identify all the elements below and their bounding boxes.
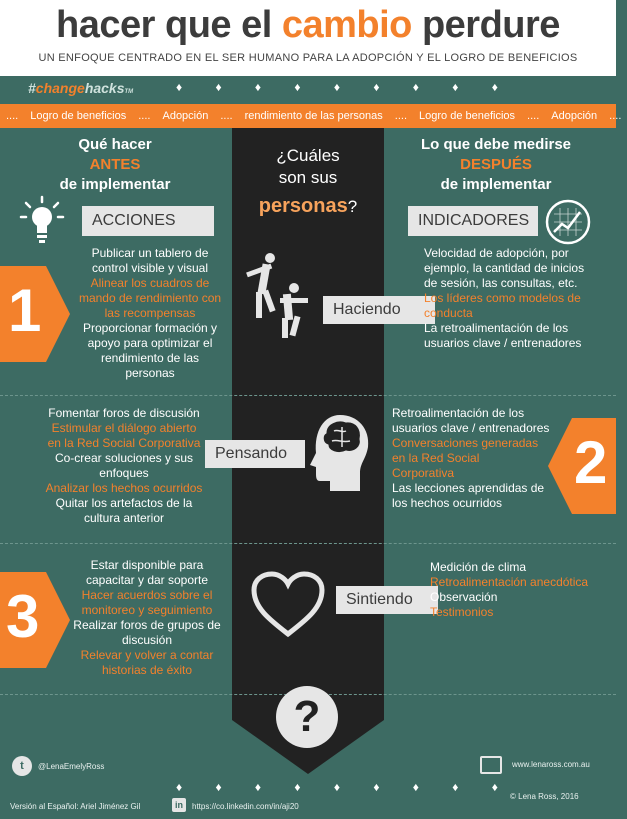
tag-sintiendo: Sintiendo xyxy=(336,586,438,614)
monitor-icon xyxy=(480,756,502,774)
spanish-version-credit: Versión al Español: Ariel Jiménez Gil xyxy=(10,802,141,811)
linkedin-link[interactable]: https://co.linkedin.com/in/aji20 xyxy=(192,802,299,811)
page-title: hacer que el cambio perdure xyxy=(56,4,560,46)
strip-item: Adopción xyxy=(551,110,598,122)
left-heading: Qué hacer ANTES de implementar xyxy=(59,136,171,193)
head-brain-icon xyxy=(308,413,372,493)
section-3-left-text: Estar disponible para capacitar y dar soporte Hacer acuerdos sobre el monitoreo y seguimiento Realizar foros de grupos de discusión Relevar y volver a contar historias de éxito xyxy=(73,558,221,677)
acciones-label: ACCIONES xyxy=(82,206,214,236)
linkedin-icon[interactable]: in xyxy=(172,798,186,812)
tag-haciendo: Haciendo xyxy=(323,296,435,324)
strip-item: Logro de beneficios xyxy=(30,110,127,122)
section-number-3: 3 xyxy=(6,583,40,650)
website-link[interactable]: www.lenaross.com.au xyxy=(512,760,590,769)
section-number-2: 2 xyxy=(574,429,608,496)
section-2-right-text: Retroalimentación de los usuarios clave / entrenadores Conversaciones generadas en la Red Social Corporativa Las lecciones aprendidas de los hechos ocurridos xyxy=(392,406,550,510)
indicadores-label: INDICADORES xyxy=(408,206,538,236)
heart-icon xyxy=(250,570,326,638)
chart-icon xyxy=(544,198,592,246)
section-separator xyxy=(0,543,616,544)
twitter-icon[interactable]: t xyxy=(12,756,32,776)
section-1-right-text: Velocidad de adopción, por ejemplo, la cantidad de inicios de sesión, las consultas, etc. Los líderes como modelos de conducta La retroalimentación de los usuarios clave / entrenadores xyxy=(424,246,585,350)
lightbulb-icon xyxy=(18,195,66,245)
center-question: ¿Cuáles son sus personas? xyxy=(258,146,358,217)
brand-changehacks: #changehacksTM xyxy=(28,80,134,96)
dot-row-bottom: ♦ ♦ ♦ ♦ ♦ ♦ ♦ ♦ ♦ xyxy=(176,780,498,794)
walking-people-icon xyxy=(244,250,320,340)
page-subtitle: UN ENFOQUE CENTRADO EN EL SER HUMANO PARA LA ADOPCIÓN Y EL LOGRO DE BENEFICIOS xyxy=(38,52,578,64)
section-1-left-text: Publicar un tablero de control visible y visual Alinear los cuadros de mando de rendimiento con las recompensas Proporcionar formación y apoyo para optimizar el rendimiento de las personas xyxy=(78,246,222,380)
section-number-1: 1 xyxy=(8,277,42,344)
topic-strip: .... Logro de beneficios .... Adopción .... rendimiento de las personas .... Logro de beneficios .... Adopción .... xyxy=(0,104,616,128)
strip-item: Adopción xyxy=(162,110,209,122)
section-3-right-text: Medición de clima Retroalimentación anecdótica Observación Testimonios xyxy=(430,560,589,619)
section-separator xyxy=(0,395,616,396)
dot-row-top: ♦ ♦ ♦ ♦ ♦ ♦ ♦ ♦ ♦ xyxy=(176,80,498,94)
question-icon: ? xyxy=(276,686,338,748)
section-2-left-text: Fomentar foros de discusión Estimular el diálogo abierto en la Red Social Corporativa Co-crear soluciones y sus enfoques Analizar los hechos ocurridos Quitar los artefactos de la cultura anterior xyxy=(45,406,203,525)
strip-item: Logro de beneficios xyxy=(419,110,516,122)
copyright: © Lena Ross, 2016 xyxy=(510,792,579,801)
right-heading: Lo que debe medirse DESPUÉS de implementar xyxy=(420,136,572,193)
strip-item: rendimiento de las personas xyxy=(244,110,383,122)
twitter-handle[interactable]: @LenaEmelyRoss xyxy=(38,762,105,771)
tag-pensando: Pensando xyxy=(205,440,305,468)
